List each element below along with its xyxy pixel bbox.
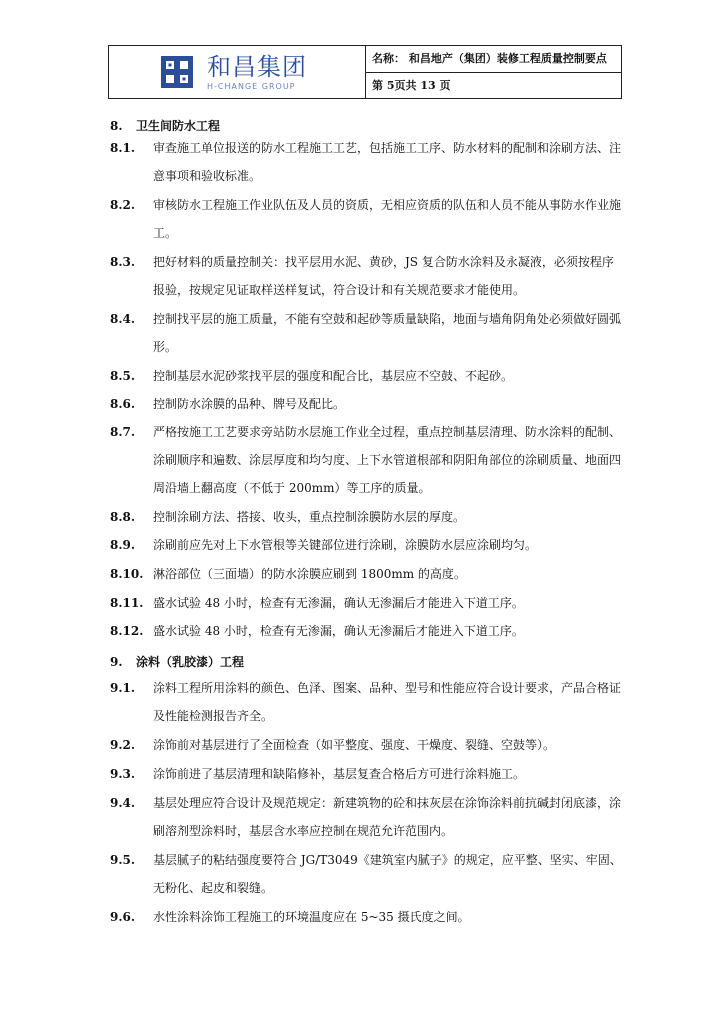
section-heading (110, 653, 244, 670)
document-title: 名称： 和昌地产（集团）装修工程质量控制要点 (372, 52, 607, 65)
item-text: 涂刷前应先对上下水管根等关键部位进行涂刷，涂膜防水层应涂刷均匀。 (153, 538, 538, 552)
item-number: 8.11. (110, 596, 144, 610)
item-text: 基层腻子的粘结强度要符合 JG/T3049《建筑室内腻子》的规定，应平整、坚实、牢固、无粉化、起皮和裂缝。 (153, 853, 622, 895)
section-heading (110, 117, 220, 134)
item-number: 8.3. (110, 255, 136, 269)
item-number: 9.2. (110, 738, 136, 752)
logo-english-name: H-CHANGE GROUP (207, 82, 296, 91)
item-number: 8.2. (110, 198, 136, 212)
item-text: 涂饰前进了基层清理和缺陷修补，基层复查合格后方可进行涂料施工。 (153, 767, 526, 781)
company-logo (109, 46, 364, 98)
section-number: 9. (110, 655, 123, 669)
item-number: 8.5. (110, 369, 136, 383)
document-header (108, 45, 622, 99)
section-number: 8. (110, 119, 123, 133)
item-number: 9.3. (110, 767, 136, 781)
item-number: 8.9. (110, 538, 136, 552)
item-text: 控制涂刷方法、搭接、收头，重点控制涂膜防水层的厚度。 (153, 510, 466, 524)
item-number: 8.1. (110, 141, 136, 155)
item-text: 淋浴部位（三面墙）的防水涂膜应刷到 1800mm 的高度。 (153, 567, 466, 581)
item-number: 9.1. (110, 681, 136, 695)
item-text: 控制防水涂膜的品种、牌号及配比。 (153, 397, 346, 411)
section-title: 涂料（乳胶漆）工程 (136, 655, 245, 669)
item-number: 8.6. (110, 397, 136, 411)
item-text: 把好材料的质量控制关：找平层用水泥、黄砂，JS 复合防水涂料及永凝液，必须按程序报验，按规定见证取样送样复试，符合设计和有关规范要求才能使用。 (153, 255, 614, 297)
item-text: 审核防水工程施工作业队伍及人员的资质，无相应资质的队伍和人员不能从事防水作业施工。 (153, 198, 622, 240)
item-text: 涂料工程所用涂料的颜色、色泽、图案、品种、型号和性能应符合设计要求，产品合格证及性能检测报告齐全。 (153, 681, 622, 723)
section-title: 卫生间防水工程 (136, 119, 221, 133)
logo-icon (161, 56, 193, 88)
item-number: 8.7. (110, 425, 136, 439)
header-info (365, 46, 622, 98)
item-text: 控制找平层的施工质量，不能有空鼓和起砂等质量缺陷，地面与墙角阴角处必须做好圆弧形。 (153, 312, 622, 354)
item-text: 水性涂料涂饰工程施工的环境温度应在 5~35 摄氏度之间。 (153, 910, 470, 924)
item-number: 9.5. (110, 853, 136, 867)
item-text: 基层处理应符合设计及规范规定：新建筑物的砼和抹灰层在涂饰涂料前抗碱封闭底漆，涂刷溶剂型涂料时，基层含水率应控制在规范允许范围内。 (153, 796, 622, 838)
item-number: 8.12. (110, 624, 144, 638)
page-number: 第 5页共 13 页 (366, 72, 622, 98)
item-number: 8.4. (110, 312, 136, 326)
item-number: 8.10. (110, 567, 144, 581)
logo-chinese-name: 和昌集团 (207, 53, 307, 81)
item-number: 9.6. (110, 910, 136, 924)
item-text: 审查施工单位报送的防水工程施工工艺，包括施工工序、防水材料的配制和涂刷方法、注意事项和验收标准。 (153, 141, 622, 183)
item-number: 8.8. (110, 510, 136, 524)
item-number: 9.4. (110, 796, 136, 810)
item-text: 严格按施工工艺要求旁站防水层施工作业全过程，重点控制基层清理、防水涂料的配制、涂刷顺序和遍数、涂层厚度和均匀度、上下水管道根部和阴阳角部位的涂刷质量、地面四周沿墙上翻高度（不低于 200mm）等工序的质量。 (153, 425, 622, 495)
item-text: 控制基层水泥砂浆找平层的强度和配合比，基层应不空鼓、不起砂。 (153, 369, 514, 383)
item-text: 盛水试验 48 小时，检查有无渗漏，确认无渗漏后才能进入下道工序。 (153, 596, 524, 610)
item-text: 盛水试验 48 小时，检查有无渗漏，确认无渗漏后才能进入下道工序。 (153, 624, 524, 638)
item-text: 涂饰前对基层进行了全面检查（如平整度、强度、干燥度、裂缝、空鼓等）。 (153, 738, 556, 752)
